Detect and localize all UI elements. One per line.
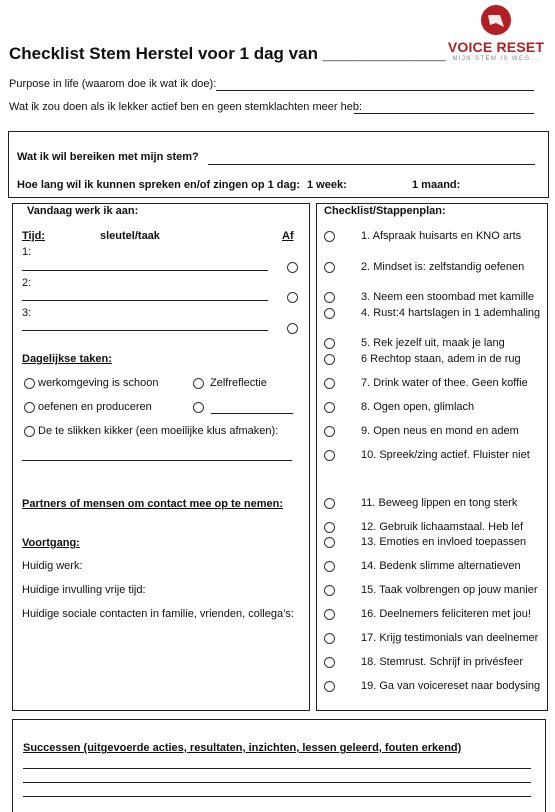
- daily-checkbox-work[interactable]: [24, 378, 35, 389]
- slot-checkbox-1[interactable]: [287, 262, 298, 273]
- step-checkbox[interactable]: [324, 426, 335, 437]
- col-time: Tijd:: [22, 230, 46, 242]
- achieve-label: Wat ik wil bereiken met mijn stem?: [17, 151, 199, 163]
- free-time-label: Huidige invulling vrije tijd:: [22, 584, 146, 596]
- step-checkbox[interactable]: [324, 681, 335, 692]
- active-field[interactable]: [354, 113, 534, 114]
- step-label: 10. Spreek/zing actief. Fluister niet: [361, 449, 530, 461]
- logo-mark-icon: [444, 3, 548, 43]
- logo-tagline: MIJN STEM IS WEG...: [452, 56, 540, 62]
- slot-label-1: 1:: [22, 246, 32, 258]
- week-label: 1 week:: [307, 179, 347, 191]
- step-label: 7. Drink water of thee. Geen koffie: [361, 377, 528, 389]
- step-label: 9. Open neus en mond en adem: [361, 425, 519, 437]
- month-label: 1 maand:: [412, 179, 461, 191]
- voice-reset-logo: [444, 3, 548, 67]
- active-label: Wat ik zou doen als ik lekker actief ben en geen stemklachten meer heb:: [9, 101, 363, 113]
- progress-heading: Voortgang:: [22, 537, 80, 549]
- frog-field[interactable]: [22, 460, 292, 461]
- slot-field-3[interactable]: [22, 330, 268, 331]
- daily-work-label: werkomgeving is schoon: [38, 377, 159, 389]
- step-checkbox[interactable]: [324, 338, 335, 349]
- checklist-heading: Checklist/Stappenplan:: [324, 205, 446, 217]
- slot-checkbox-2[interactable]: [287, 292, 298, 303]
- step-label: 2. Mindset is: zelfstandig oefenen: [361, 261, 525, 273]
- daily-reflect-label: Zelfreflectie: [210, 377, 267, 389]
- step-label: 6 Rechtop staan, adem in de rug: [361, 353, 521, 365]
- slot-label-3: 3:: [22, 307, 32, 319]
- daily-checkbox-reflect[interactable]: [193, 378, 204, 389]
- step-label: 11. Beweeg lippen en tong sterk: [361, 497, 518, 509]
- partners-heading: Partners of mensen om contact mee op te nemen:: [22, 498, 284, 510]
- col-key-task: sleutel/taak: [100, 230, 160, 242]
- step-checkbox[interactable]: [324, 633, 335, 644]
- daily-custom-field[interactable]: [211, 413, 293, 414]
- slot-field-1[interactable]: [22, 270, 268, 271]
- step-checkbox[interactable]: [324, 561, 335, 572]
- slot-field-2[interactable]: [22, 300, 268, 301]
- successes-box: [12, 719, 546, 812]
- slot-label-2: 2:: [22, 277, 32, 289]
- step-label: 14. Bedenk slimme alternatieven: [361, 560, 521, 572]
- step-checkbox[interactable]: [324, 402, 335, 413]
- goals-box: [8, 131, 549, 198]
- step-checkbox[interactable]: [324, 609, 335, 620]
- step-checkbox[interactable]: [324, 231, 335, 242]
- step-checkbox[interactable]: [324, 378, 335, 389]
- step-label: 4. Rust:4 hartslagen in 1 ademhaling: [361, 307, 541, 319]
- step-label: 12. Gebruik lichaamstaal. Heb lef: [361, 521, 524, 533]
- purpose-field[interactable]: [216, 90, 534, 91]
- daily-checkbox-practice[interactable]: [24, 402, 35, 413]
- step-checkbox[interactable]: [324, 262, 335, 273]
- daily-checkbox-frog[interactable]: [24, 426, 35, 437]
- step-checkbox[interactable]: [324, 657, 335, 668]
- step-checkbox[interactable]: [324, 354, 335, 365]
- step-label: 17. Krijg testimonials van deelnemer: [361, 632, 539, 644]
- work-heading: Vandaag werk ik aan:: [27, 205, 139, 217]
- step-label: 18. Stemrust. Schrijf in privésfeer: [361, 656, 524, 668]
- page-title: Checklist Stem Herstel voor 1 dag van _____________: [9, 44, 446, 63]
- step-checkbox[interactable]: [324, 292, 335, 303]
- daily-checkbox-custom[interactable]: [193, 402, 204, 413]
- col-done: Af: [282, 230, 294, 242]
- step-checkbox[interactable]: [324, 537, 335, 548]
- step-label: 8. Ogen open, glimlach: [361, 401, 475, 413]
- achieve-field[interactable]: [208, 164, 535, 165]
- daily-heading: Dagelijkse taken:: [22, 353, 112, 365]
- successes-line-3[interactable]: [23, 796, 531, 797]
- step-checkbox[interactable]: [324, 522, 335, 533]
- current-work-label: Huidig werk:: [22, 560, 83, 572]
- step-label: 1. Afspraak huisarts en KNO arts: [361, 230, 522, 242]
- step-checkbox[interactable]: [324, 498, 335, 509]
- work-box: [12, 203, 310, 711]
- daily-practice-label: oefenen en produceren: [38, 401, 152, 413]
- step-label: 19. Ga van voicereset naar bodysing: [361, 680, 541, 692]
- social-contacts-label: Huidige sociale contacten in familie, vrienden, collega’s:: [22, 608, 294, 620]
- successes-line-1[interactable]: [23, 768, 531, 769]
- step-label: 3. Neem een stoombad met kamille: [361, 291, 535, 303]
- successes-heading: Successen (uitgevoerde acties, resultaten, inzichten, lessen geleerd, fouten erkend): [23, 742, 462, 754]
- purpose-label: Purpose in life (waarom doe ik wat ik doe):: [9, 78, 217, 90]
- step-label: 16. Deelnemers feliciteren met jou!: [361, 608, 531, 620]
- step-checkbox[interactable]: [324, 450, 335, 461]
- step-checkbox[interactable]: [324, 308, 335, 319]
- logo-text: VOICE RESET: [447, 39, 545, 55]
- duration-label: Hoe lang wil ik kunnen spreken en/of zingen op 1 dag:: [17, 179, 300, 191]
- slot-checkbox-3[interactable]: [287, 323, 298, 334]
- step-label: 15. Taak volbrengen op jouw manier: [361, 584, 538, 596]
- step-checkbox[interactable]: [324, 585, 335, 596]
- daily-frog-label: De te slikken kikker (een moeilijke klus afmaken):: [38, 425, 279, 437]
- successes-line-2[interactable]: [23, 782, 531, 783]
- step-label: 13. Emoties en invloed toepassen: [361, 536, 527, 548]
- step-label: 5. Rek jezelf uit, maak je lang: [361, 337, 505, 349]
